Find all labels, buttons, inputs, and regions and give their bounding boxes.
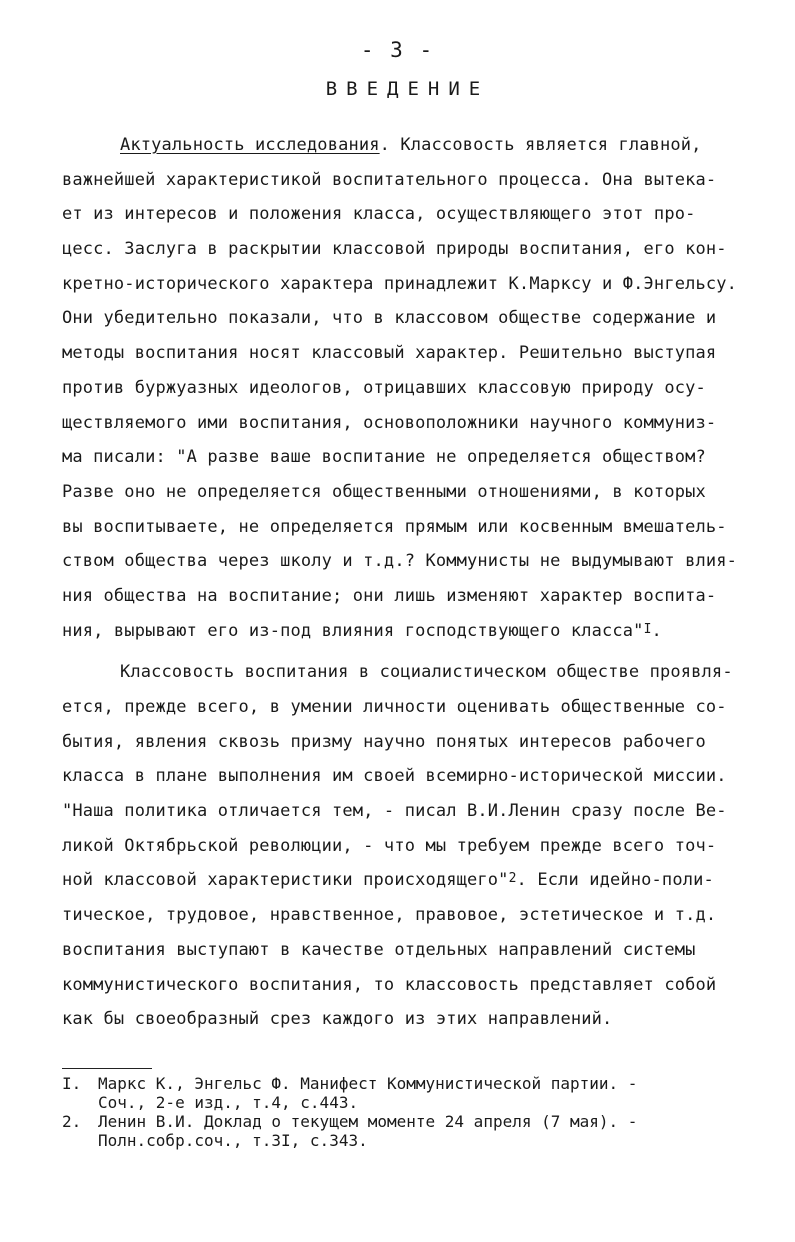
paragraph-line: цесс. Заслуга в раскрытии классовой природы воспитания, его кон- xyxy=(62,239,727,260)
paragraph-line: ет из интересов и положения класса, осуществляющего этот про- xyxy=(62,204,696,225)
footnote-2 xyxy=(62,1112,782,1131)
footnote-text: Ленин В.И. Доклад о текущем моменте 24 апреля (7 мая). - xyxy=(98,1112,638,1131)
paragraph-line: как бы своеобразный срез каждого из этих направлений. xyxy=(62,1009,613,1030)
paragraph-line xyxy=(62,128,782,163)
paragraph-text: . xyxy=(651,620,662,641)
footnote-1 xyxy=(62,1074,782,1093)
paragraph-line: важнейшей характеристикой воспитательного процесса. Она вытека- xyxy=(62,169,717,190)
footnote-text: Маркс К., Энгельс Ф. Манифест Коммунистической партии. - xyxy=(98,1074,638,1093)
paragraph-line: бытия, явления сквозь призму научно понятых интересов рабочего xyxy=(62,731,706,752)
section-lead-term: Актуальность исследования xyxy=(120,135,380,155)
paragraph-line xyxy=(62,614,782,649)
paragraph-line: ма писали: "А разве ваше воспитание не определяется обществом? xyxy=(62,447,706,468)
paragraph-line: класса в плане выполнения им своей всемирно-исторической миссии. xyxy=(62,766,727,787)
paragraph-text: . Если идейно-поли- xyxy=(516,870,714,891)
paragraph-line: против буржуазных идеологов, отрицавших классовую природу осу- xyxy=(62,377,706,398)
paragraph-line: вы воспитываете, не определяется прямым или косвенным вмешатель- xyxy=(62,516,727,537)
section-title: ВВЕДЕНИЕ xyxy=(325,78,490,100)
paragraph-text: ной классовой характеристики происходящего" xyxy=(62,870,509,891)
body-text xyxy=(62,128,782,1037)
paragraph-line: ликой Октябрьской революции, - что мы требуем прежде всего точ- xyxy=(62,835,717,856)
paragraph-text: ния, вырывают его из-под влияния господствующего класса" xyxy=(62,620,644,641)
paragraph-line: тическое, трудовое, нравственное, правовое, эстетическое и т.д. xyxy=(62,905,717,926)
paragraph-line: ществляемого ими воспитания, основоположники научного коммуниз- xyxy=(62,412,717,433)
paragraph-line xyxy=(62,863,782,898)
footnote-number: 2. xyxy=(62,1112,82,1131)
footnote-divider xyxy=(62,1068,152,1069)
paragraph-line: ством общества через школу и т.д.? Коммунисты не выдумывают влия- xyxy=(62,551,738,572)
paragraph-line: методы воспитания носят классовый характер. Решительно выступая xyxy=(62,343,717,364)
paragraph-line: кретно-исторического характера принадлежит К.Марксу и Ф.Энгельсу. xyxy=(62,273,738,294)
paragraph-gap xyxy=(62,648,782,655)
paragraph-line: Они убедительно показали, что в классовом обществе содержание и xyxy=(62,308,717,329)
paragraph-line: Разве оно не определяется общественными отношениями, в которых xyxy=(62,481,706,502)
page-number: - 3 - xyxy=(360,38,435,62)
paragraph-line: коммунистического воспитания, то классовость представляет собой xyxy=(62,974,717,995)
paragraph-line: ния общества на воспитание; они лишь изменяют характер воспита- xyxy=(62,585,717,606)
footnote-1-continuation: Соч., 2-е изд., т.4, с.443. xyxy=(98,1093,359,1112)
paragraph-line: ется, прежде всего, в умении личности оценивать общественные со- xyxy=(62,697,727,717)
paragraph-text: . Классовость является главной, xyxy=(379,135,702,155)
footnote-ref-1[interactable]: I xyxy=(643,621,652,637)
footnote-ref-2[interactable]: 2 xyxy=(508,871,517,887)
footnote-2-continuation: Полн.собр.соч., т.3I, с.343. xyxy=(98,1131,368,1150)
paragraph-line: "Наша политика отличается тем, - писал В.И.Ленин сразу после Ве- xyxy=(62,801,727,822)
paragraph-line: Классовость воспитания в социалистическом обществе проявля- xyxy=(120,662,733,683)
footnote-number: I. xyxy=(62,1074,82,1093)
footnotes xyxy=(62,1074,782,1150)
paragraph-line: воспитания выступают в качестве отдельных направлений системы xyxy=(62,939,696,960)
